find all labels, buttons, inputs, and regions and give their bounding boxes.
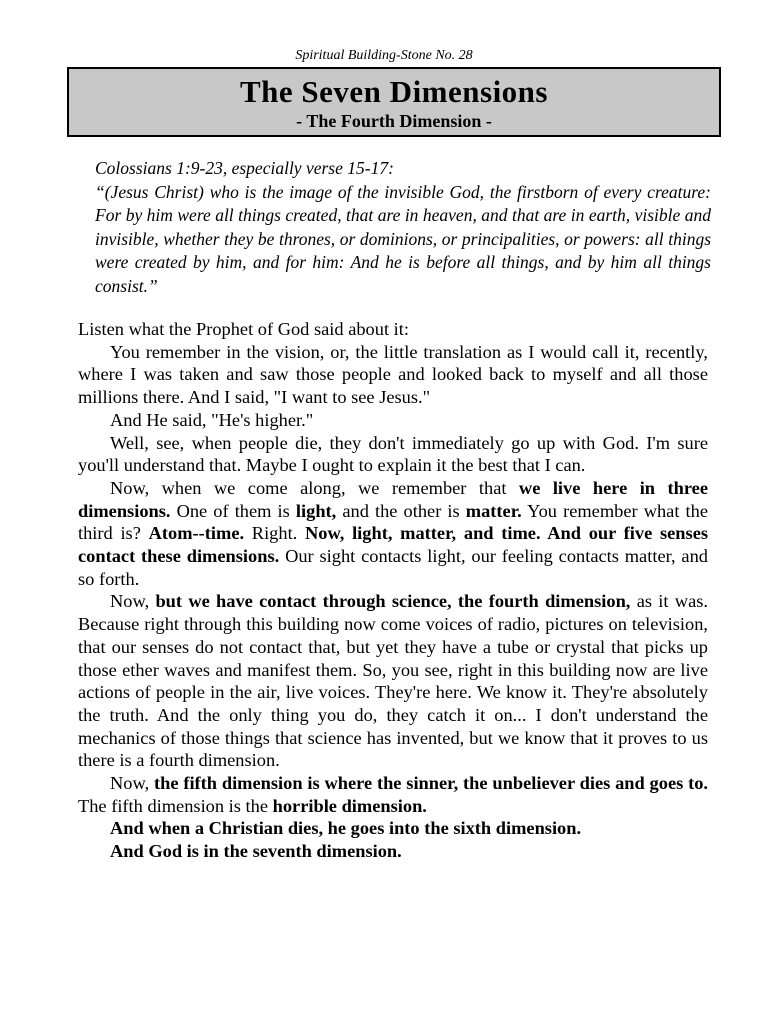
bold-run: light, [295, 500, 337, 521]
text-run: You remember what the third is? [78, 500, 708, 544]
page-subtitle: - The Fourth Dimension - [296, 111, 492, 131]
paragraph-vision: You remember in the vision, or, the little translation as I would call it, recently, where I was taken and saw those people and looked back to myself and all those millions there. And I said, "I want to see Jesus." [78, 341, 708, 408]
scripture-reference: Colossians 1:9-23, especially verse 15-17: [95, 158, 394, 178]
paragraph-fifth-dimension [78, 772, 708, 817]
text-run: as it was. Because right through this building now come voices of radio, pictures on television, that our senses do not contact that, but yet they have a tube or crystal that picks up those ether waves and manifest them. So, you see, right in this building now are live actions of people in the air, live voices. They're here. We know it. They're absolutely the truth. And the only thing you do, they catch it on... I don't understand the mechanics of those things that science has invented, but we know that it proves to us there is a fourth dimension. [78, 591, 708, 771]
bold-run: Atom--time. [148, 523, 245, 544]
paragraph-fourth-dimension [78, 590, 708, 772]
paragraph-higher: And He said, "He's higher." [110, 409, 314, 430]
scripture-quote: “(Jesus Christ) who is the image of the invisible God, the firstborn of every creature: For by him were all things created, that are in heaven, and that are in earth, visible and invisible, whether they be thrones, or dominions, or principalities, or powers: all things were created by him, and for him: And he is before all things, and by him all things consist.” [95, 181, 711, 296]
paragraph-sixth-dimension: And when a Christian dies, he goes into the sixth dimension. [110, 818, 582, 839]
paragraph-people-die: Well, see, when people die, they don't immediately go up with God. I'm sure you'll understand that. Maybe I ought to explain it the best that I can. [78, 432, 708, 476]
text-run: Now, [110, 773, 154, 794]
text-run: and the other is [336, 500, 466, 521]
bold-run: we live here in three dimensions. [78, 477, 708, 521]
bold-run: matter. [465, 500, 522, 521]
text-run: Our sight contacts light, our feeling contacts matter, and so forth. [78, 546, 708, 589]
paragraph-three-dimensions [78, 477, 708, 591]
page-title: The Seven Dimensions [240, 74, 548, 109]
series-label: Spiritual Building-Stone No. 28 [295, 48, 473, 63]
body-text [78, 318, 708, 863]
text-run: Now, [110, 591, 156, 612]
bold-run: horrible dimension. [272, 795, 427, 816]
text-run: Now, when we come along, we remember that [110, 477, 519, 498]
scripture-block [95, 157, 711, 298]
title-box [67, 67, 721, 137]
text-run: The fifth dimension is the [78, 795, 273, 816]
bold-run: but we have contact through science, the fourth dimension, [155, 591, 631, 612]
text-run: Right. [244, 523, 306, 544]
paragraph-seventh-dimension: And God is in the seventh dimension. [110, 841, 402, 862]
intro-paragraph: Listen what the Prophet of God said about it: [78, 319, 409, 339]
text-run: One of them is [170, 500, 296, 521]
bold-run: the fifth dimension is where the sinner, the unbeliever dies and goes to. [153, 773, 708, 794]
bold-run: Now, light, matter, and time. And our five senses contact these dimensions. [78, 523, 709, 567]
